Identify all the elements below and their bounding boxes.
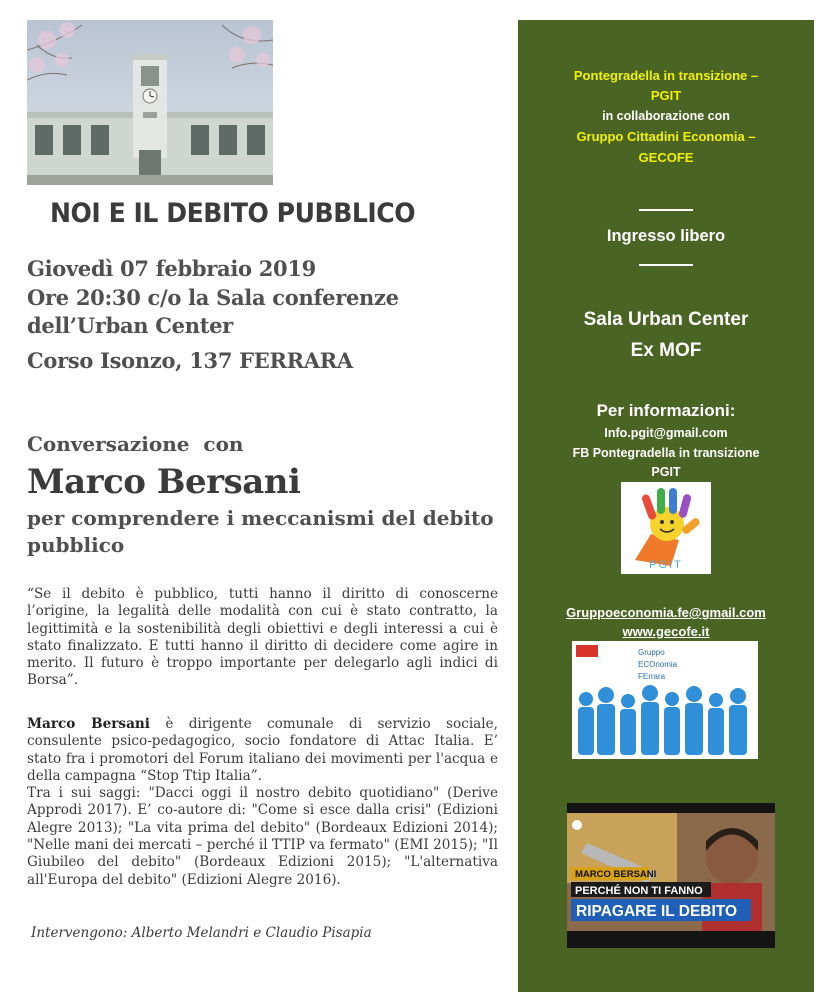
gecofe-logo-l1: Gruppo xyxy=(638,648,665,657)
book-cover xyxy=(567,803,775,948)
event-time-place: Ore 20:30 c/o la Sala conferenze xyxy=(27,285,399,310)
speaker-name: Marco Bersani xyxy=(27,462,301,502)
gecofe-email[interactable]: Gruppoeconomia.fe@gmail.com xyxy=(566,605,766,620)
bio-saggi: Tra i sui saggi: "Dacci oggi il nostro debito quotidiano" (Derive Approdi 2017). E’ co-autore di: "Come si esce dalla crisi" (Edizioni Alegre 2013); "La vita prima del debito" (Bordeaux Edizioni 2014); "Nelle mani dei mercati – perché il TTIP va fermato" (EMI 2015); "Il Giubileo del debito" (Bordeaux Edizioni 2015); "L'alternativa all'Europa del debito" (Edizioni Alegre 2016). xyxy=(27,785,498,888)
org2-line2: GECOFE xyxy=(638,150,694,165)
book-author: MARCO BERSANI xyxy=(575,869,657,880)
org1-line1: Pontegradella in transizione – xyxy=(573,68,759,83)
collab-text: in collaborazione con xyxy=(602,109,730,123)
info-title: Per informazioni: xyxy=(596,401,736,420)
org2-line1: Gruppo Cittadini Economia – xyxy=(576,129,756,144)
event-venue: dell’Urban Center xyxy=(27,313,233,338)
bio-name: Marco Bersani xyxy=(27,716,150,732)
gecofe-site[interactable]: www.gecofe.it xyxy=(622,624,710,639)
page-title: NOI E IL DEBITO PUBBLICO xyxy=(50,198,416,229)
talk-purpose: per comprendere i meccanismi del debito pubblico xyxy=(27,506,494,557)
entry-text: Ingresso libero xyxy=(606,227,726,245)
pgit-logo-text: PGIT xyxy=(649,559,683,571)
gecofe-logo-l2: ECOnomia xyxy=(638,660,678,669)
hand-icon xyxy=(621,482,711,574)
people-crowd-icon xyxy=(572,641,758,759)
quote-paragraph: “Se il debito è pubblico, tutti hanno il diritto di conoscerne l’origine, la legalità delle modalità con cui è stato contratto, la legittimità e la sostenibilità degli obiettivi e degli interessi a cui è stato finalizzato. E tutti hanno il diritto di decidere come agire in merito. Il futuro è troppo importante per delegarlo agli indici di Borsa”. xyxy=(27,586,498,689)
bio-text: è dirigente comunale di servizio sociale, consulente psico-pedagogico, socio fondatore di Attac Italia. E’ stato fra i promotori del Forum italiano dei movimenti per l'acqua e della campagna “Stop Ttip Italia”. xyxy=(27,716,498,784)
info-fb-line2: PGIT xyxy=(651,465,681,479)
event-date: Giovedì 07 febbraio 2019 xyxy=(27,256,316,281)
org1-line2: PGIT xyxy=(650,88,682,103)
bio-paragraph xyxy=(27,716,498,785)
gecofe-logo xyxy=(572,641,758,759)
book-line1: PERCHÉ NON TI FANNO xyxy=(575,885,703,897)
book-cover-art xyxy=(567,803,775,948)
building-illustration xyxy=(27,20,273,185)
info-fb-line1[interactable]: FB Pontegradella in transizione xyxy=(572,446,760,460)
info-sidebar xyxy=(518,20,814,992)
event-address: Corso Isonzo, 137 FERRARA xyxy=(27,348,353,373)
pgit-logo xyxy=(621,482,711,574)
info-email[interactable]: Info.pgit@gmail.com xyxy=(604,426,728,440)
bio-section xyxy=(27,716,498,889)
venue-line1: Sala Urban Center xyxy=(583,309,749,330)
book-line2: RIPAGARE IL DEBITO xyxy=(576,903,738,920)
conversation-intro: Conversazione con xyxy=(27,432,244,456)
gecofe-logo-l3: FErrara xyxy=(638,672,666,681)
building-photo xyxy=(27,20,273,185)
venue-line2: Ex MOF xyxy=(630,340,702,361)
divider xyxy=(639,264,693,266)
divider xyxy=(639,209,693,211)
speakers-line: Intervengono: Alberto Melandri e Claudio Pisapia xyxy=(31,925,372,941)
